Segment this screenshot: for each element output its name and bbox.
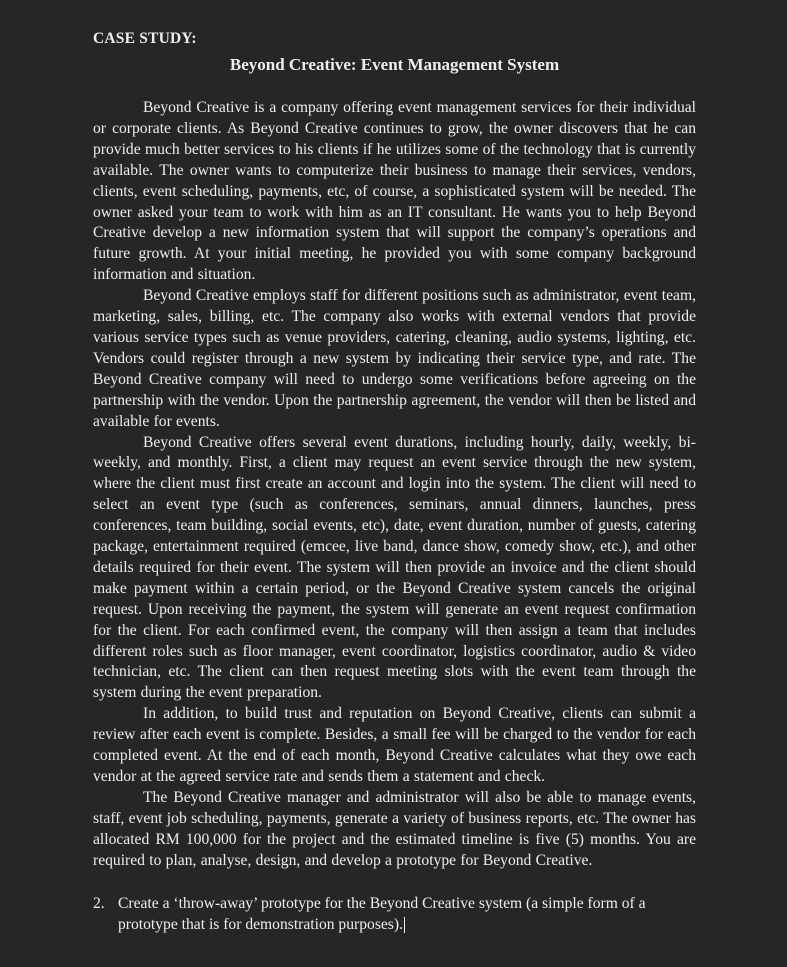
list-item-text xyxy=(118,893,696,935)
numbered-list-item xyxy=(93,893,696,935)
paragraph-staff-vendors: Beyond Creative employs staff for different positions such as administrator, event team, marketing, sales, billing, etc. The company also works with external vendors that provide various service types such as venue providers, catering, cleaning, audio systems, lighting, etc. Vendors could register through a new system by indicating their service type, and rate. The Beyond Creative company will need to undergo some verifications before agreeing on the partnership with the vendor. Upon the partnership agreement, the vendor will then be listed and available for events. xyxy=(93,287,696,430)
list-item-text-content: Create a ‘throw-away’ prototype for the Beyond Creative system (a simple form of a prototype that is for demonstration purposes). xyxy=(118,894,646,933)
paragraph-intro: Beyond Creative is a company offering event management services for their individual or corporate clients. As Beyond Creative continues to grow, the owner discovers that he can provide much better services to his clients if he utilizes some of the technology that is currently available. The owner wants to computerize their business to manage their services, vendors, clients, event scheduling, payments, etc, of course, a sophisticated system will be needed. The owner asked your team to work with him as an IT consultant. He wants you to help Beyond Creative develop a new information system that will support the company’s operations and future growth. At your initial meeting, he provided you with some company background information and situation. xyxy=(93,99,696,284)
list-item-number: 2. xyxy=(93,894,105,912)
document-body xyxy=(93,98,696,872)
paragraph-manager-admin: The Beyond Creative manager and administrator will also be able to manage events, staff, event job scheduling, payments, generate a variety of business reports, etc. The owner has allocated RM 100,000 for the project and the estimated timeline is five (5) months. You are required to plan, analyse, design, and develop a prototype for Beyond Creative. xyxy=(93,788,696,869)
document-title: Beyond Creative: Event Management System xyxy=(229,55,560,74)
paragraph-reviews-fees: In addition, to build trust and reputation on Beyond Creative, clients can submit a review after each event is complete. Besides, a small fee will be charged to the vendor for each completed event. At the end of each month, Beyond Creative calculates what they owe each vendor at the agreed service rate and sends them a statement and check. xyxy=(93,705,696,785)
case-study-heading: CASE STUDY: xyxy=(93,30,197,47)
paragraph-event-durations: Beyond Creative offers several event durations, including hourly, daily, weekly, bi-weekly, and monthly. First, a client may request an event service through the new system, where the client must first create an account and login into the system. The client will need to select an event type (such as conferences, seminars, annual dinners, launches, press conferences, team building, social events, etc), date, event duration, number of guests, catering package, entertainment required (emcee, live band, dance show, comedy show, etc.), and other details required for their event. The system will then provide an invoice and the client should make payment within a certain period, or the Beyond Creative system cancels the original request. Upon receiving the payment, the system will generate an event request confirmation for the client. For each confirmed event, the company will then assign a team that includes different roles such as floor manager, event coordinator, logistics coordinator, audio & video technician, etc. The client can then request meeting slots with the event team through the system during the event preparation. xyxy=(93,433,696,702)
text-cursor xyxy=(404,917,405,933)
